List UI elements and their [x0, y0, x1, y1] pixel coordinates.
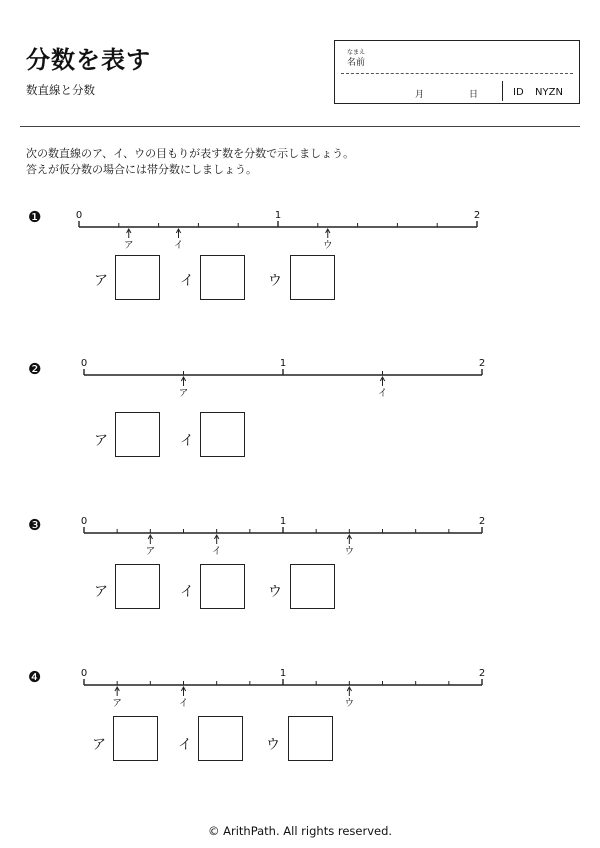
name-box [334, 40, 580, 104]
instruction-line-2: 答えが仮分数の場合には帯分数にしましょう。 [26, 163, 257, 176]
marker-label: ウ [344, 546, 355, 557]
answer-box-a[interactable] [115, 564, 160, 609]
answer-label-u: ウ [266, 737, 280, 753]
answer-label-a: ア [94, 273, 108, 289]
tick-label: 0 [80, 668, 88, 679]
marker-label: ア [123, 240, 134, 251]
name-dash-line [341, 73, 573, 74]
tick-label: 2 [473, 210, 481, 221]
marker-label: ア [112, 698, 122, 709]
day-label: 日 [469, 90, 479, 100]
tick-label: 0 [80, 516, 88, 527]
answer-box-i[interactable] [198, 716, 243, 761]
answer-label-i: イ [180, 273, 194, 289]
answer-label-a: ア [94, 433, 108, 449]
answer-box-u[interactable] [288, 716, 333, 761]
answer-label-i: イ [178, 737, 192, 753]
tick-label: 0 [80, 358, 88, 369]
marker-label: ウ [322, 240, 333, 251]
marker-label: イ [377, 388, 388, 399]
marker-label: ア [178, 388, 189, 399]
number-line [70, 200, 490, 250]
tick-label: 0 [75, 210, 83, 221]
problem-number: ❷ [28, 360, 42, 378]
tick-label: 1 [274, 210, 282, 221]
answer-box-a[interactable] [113, 716, 158, 761]
problem-4 [0, 660, 600, 780]
marker-label: ウ [344, 698, 355, 709]
instructions [26, 146, 354, 178]
answer-box-a[interactable] [115, 412, 160, 457]
month-label: 月 [415, 90, 425, 100]
tick-label: 1 [279, 358, 287, 369]
tick-label: 2 [478, 668, 486, 679]
answer-box-u[interactable] [290, 255, 335, 300]
header-divider [20, 126, 580, 127]
tick-label: 2 [478, 516, 486, 527]
answer-label-a: ア [92, 737, 106, 753]
tick-label: 1 [279, 668, 287, 679]
instruction-line-1: 次の数直線のア、イ、ウの目もりが表す数を分数で示しましょう。 [26, 147, 355, 160]
answer-box-u[interactable] [290, 564, 335, 609]
problem-1 [0, 200, 600, 320]
problem-number: ❹ [28, 668, 42, 686]
answer-box-i[interactable] [200, 255, 245, 300]
page-subtitle: 数直線と分数 [26, 83, 95, 97]
problem-number: ❶ [28, 208, 42, 226]
name-label: 名前 [347, 58, 366, 68]
tick-label: 1 [279, 516, 287, 527]
problem-number: ❸ [28, 516, 42, 534]
marker-label: イ [211, 546, 222, 557]
answer-box-i[interactable] [200, 564, 245, 609]
copyright-footer: © ArithPath. All rights reserved. [207, 824, 393, 838]
id-value: NYZN [535, 87, 563, 98]
answer-label-a: ア [94, 584, 108, 600]
marker-label: ア [145, 546, 156, 557]
problem-2 [0, 350, 600, 470]
id-label: ID [513, 87, 524, 98]
marker-label: イ [173, 240, 184, 251]
answer-label-u: ウ [268, 273, 282, 289]
problem-3 [0, 508, 600, 628]
id-separator [502, 81, 503, 101]
number-line [70, 508, 490, 558]
name-furigana: なまえ [347, 49, 366, 56]
answer-label-i: イ [180, 584, 194, 600]
number-line [70, 350, 490, 400]
number-line [70, 660, 490, 710]
answer-box-i[interactable] [200, 412, 245, 457]
answer-label-u: ウ [268, 584, 282, 600]
marker-label: イ [178, 698, 189, 709]
tick-label: 2 [478, 358, 486, 369]
page-title: 分数を表す [26, 46, 151, 74]
answer-label-i: イ [180, 433, 194, 449]
answer-box-a[interactable] [115, 255, 160, 300]
